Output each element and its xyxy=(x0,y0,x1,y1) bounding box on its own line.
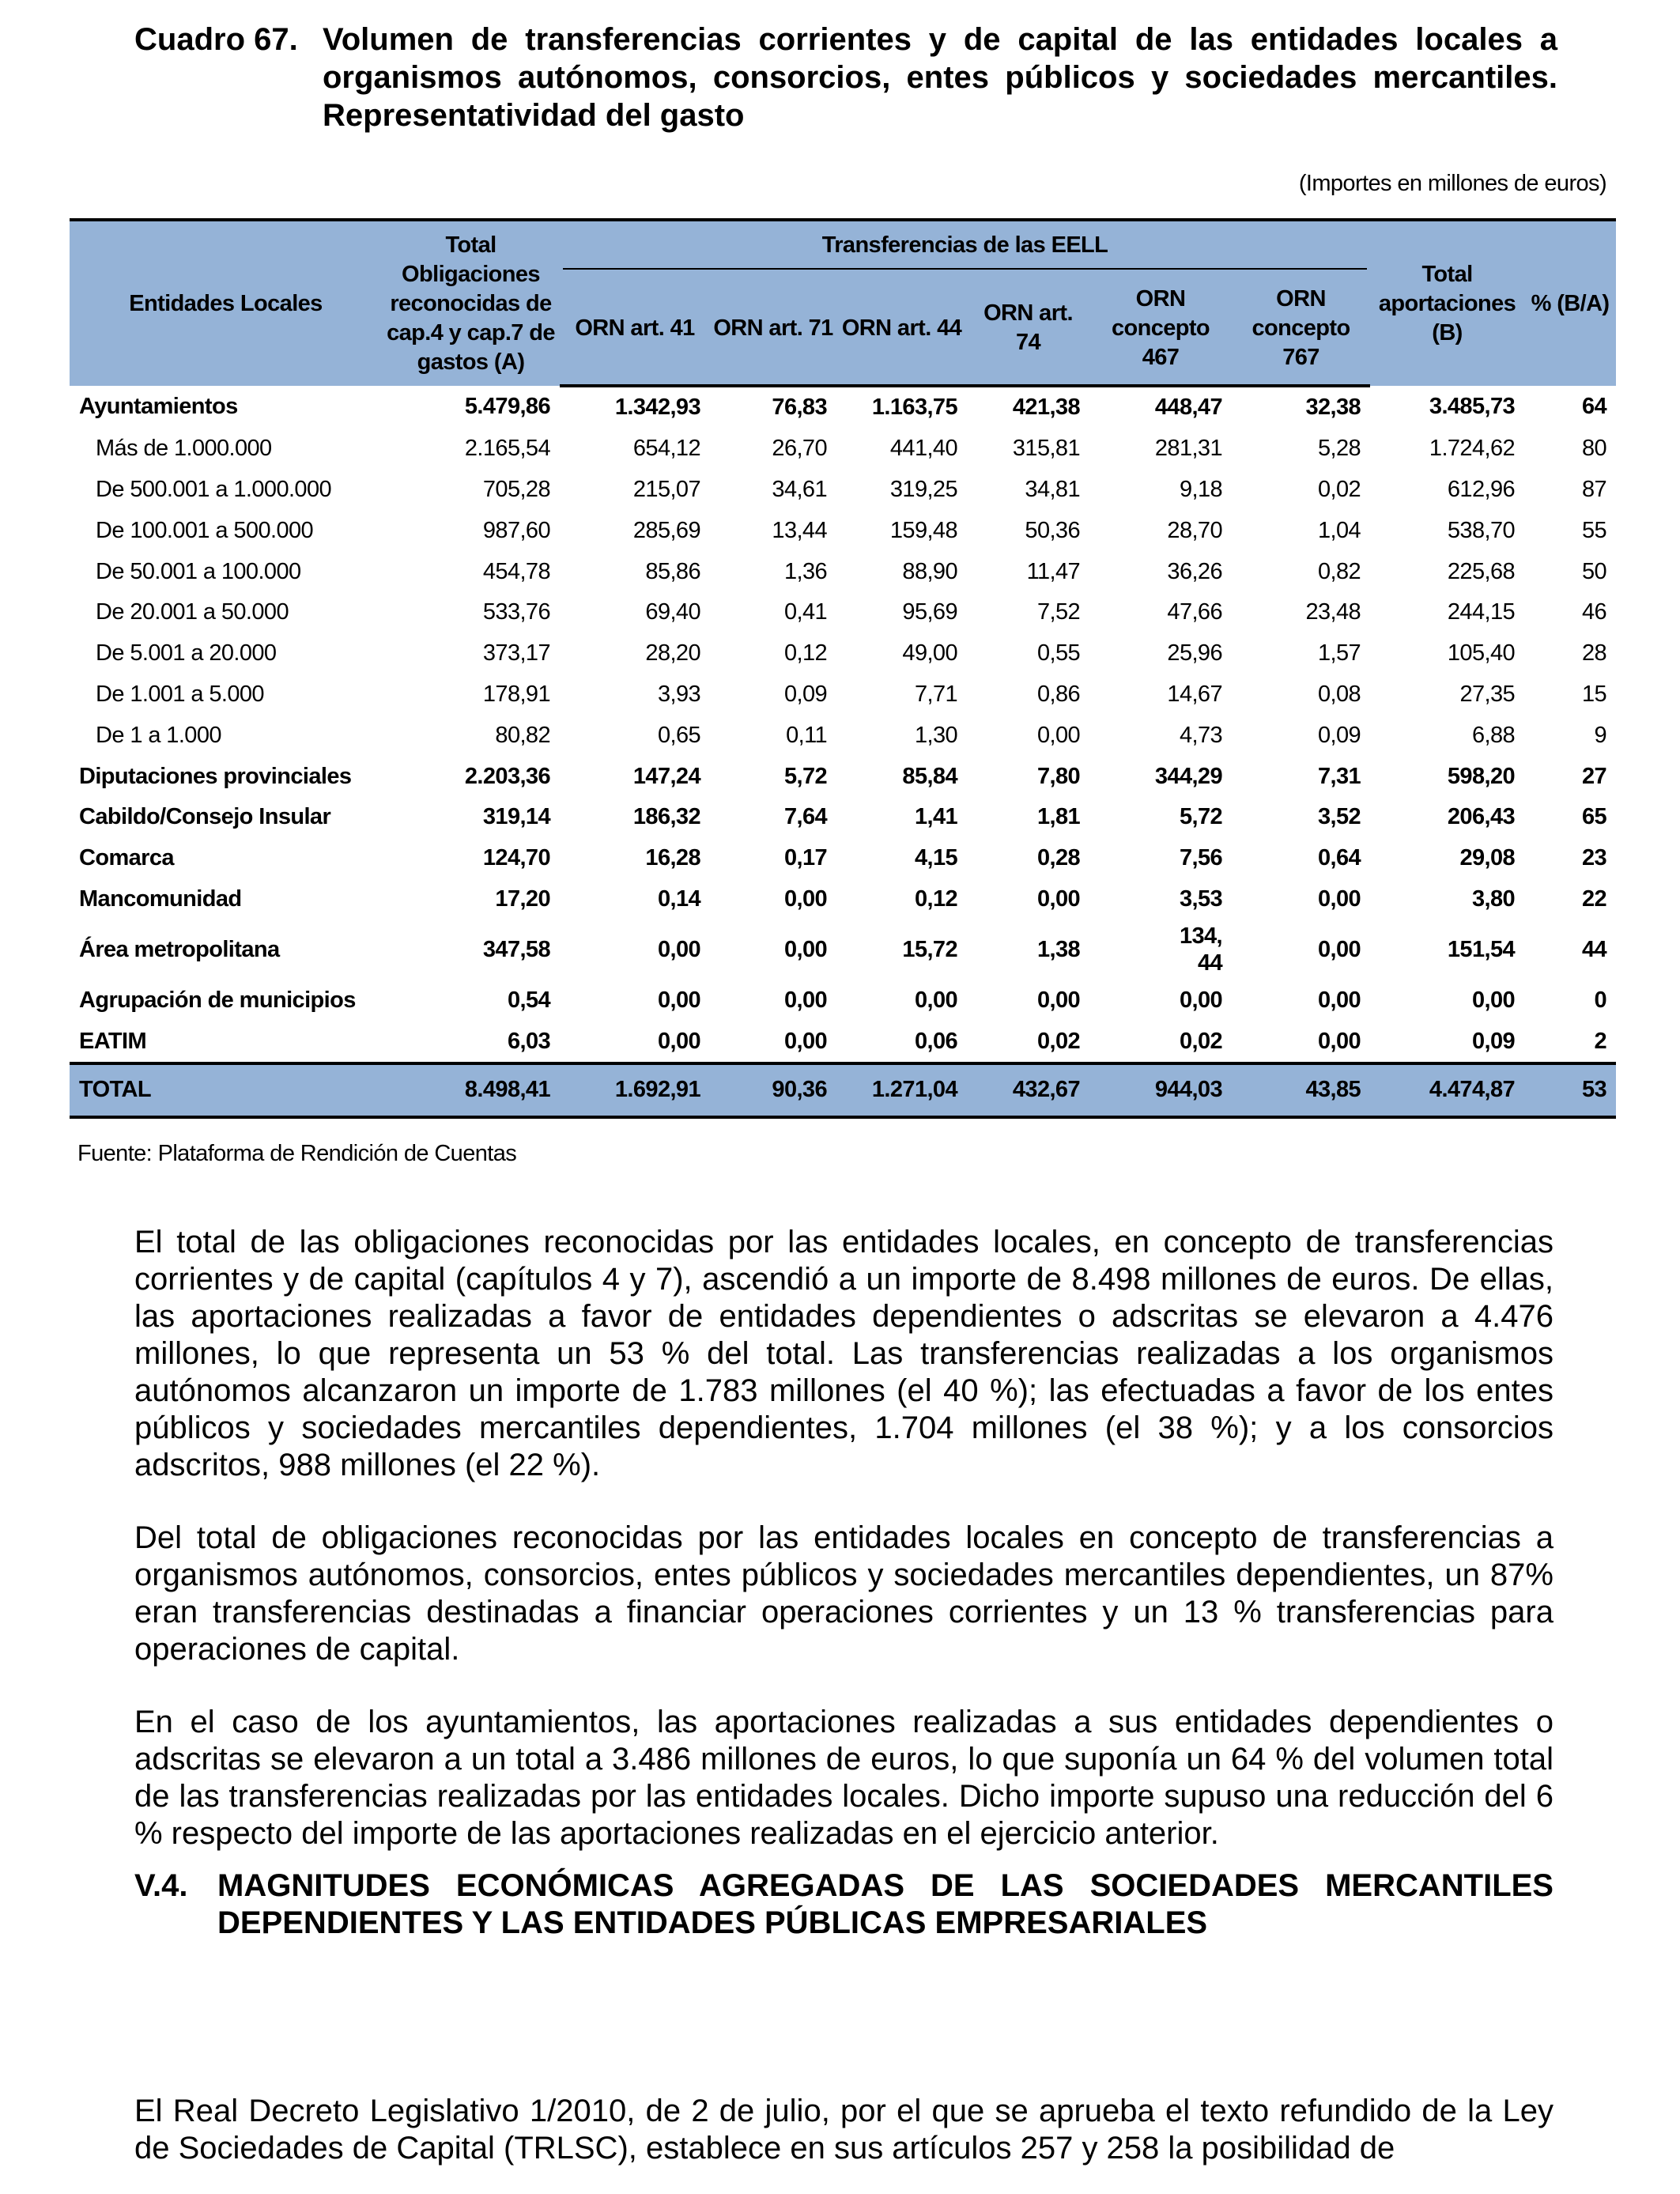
cell-orn-74: 50,36 xyxy=(1025,517,1080,543)
section-heading xyxy=(134,1867,1554,1942)
cell-pct: 2 xyxy=(1594,1028,1607,1054)
table-row xyxy=(70,429,1616,470)
cell-orn-767: 7,31 xyxy=(1317,763,1361,789)
cell-orn-467: 0,00 xyxy=(1179,987,1222,1013)
cell-total-b: 0,00 xyxy=(1471,987,1516,1013)
header-orn-71: ORN art. 71 xyxy=(710,272,836,386)
row-label: Ayuntamientos xyxy=(79,394,238,420)
cell-orn-71: 90,36 xyxy=(710,1063,836,1117)
cell-orn-467: 3,53 xyxy=(1179,886,1222,912)
cell-orn-71: 26,70 xyxy=(772,436,827,462)
cell-orn-767: 3,52 xyxy=(1317,804,1361,830)
cell-total-b: 598,20 xyxy=(1447,763,1516,789)
cell-orn-71: 0,17 xyxy=(783,845,827,871)
cell-total-a: 80,82 xyxy=(495,722,550,748)
cell-pct: 46 xyxy=(1581,599,1607,625)
cell-pct: 22 xyxy=(1581,886,1607,912)
cell-orn-767: 0,09 xyxy=(1317,722,1361,748)
cell-orn-767: 0,08 xyxy=(1317,681,1361,707)
row-label: Comarca xyxy=(79,845,174,871)
cell-orn-41: 1.692,91 xyxy=(560,1063,710,1117)
cell-orn-41: 85,86 xyxy=(645,558,700,584)
cell-total-b: 1.724,62 xyxy=(1429,436,1516,462)
cell-total-a: 987,60 xyxy=(482,517,550,543)
cell-orn-44: 1,30 xyxy=(914,722,957,748)
row-label: Cabildo/Consejo Insular xyxy=(79,804,331,830)
row-label: De 500.001 a 1.000.000 xyxy=(96,476,332,502)
cell-total-a: 319,14 xyxy=(482,804,550,830)
cell-orn-41: 69,40 xyxy=(645,599,700,625)
cell-orn-41: 28,20 xyxy=(645,640,700,667)
header-group-label: Transferencias de las EELL xyxy=(563,231,1367,270)
table-row xyxy=(70,920,1616,980)
table-row xyxy=(70,797,1616,838)
cell-orn-71: 0,12 xyxy=(783,640,827,667)
cell-orn-44: 1.163,75 xyxy=(871,395,957,421)
cell-orn-74: 432,67 xyxy=(967,1063,1089,1117)
table-source-note: Fuente: Plataforma de Rendición de Cuentas xyxy=(77,1141,517,1166)
cell-orn-44: 159,48 xyxy=(889,517,957,543)
cell-total-a: 454,78 xyxy=(482,558,550,584)
cell-orn-44: 0,06 xyxy=(914,1028,957,1054)
cell-total-b: 151,54 xyxy=(1447,936,1516,962)
table-row xyxy=(70,674,1616,716)
cell-pct: 44 xyxy=(1581,936,1607,962)
cell-orn-74: 34,81 xyxy=(1025,476,1080,502)
cell-orn-71: 7,64 xyxy=(783,804,827,830)
cell-orn-74: 0,28 xyxy=(1036,845,1080,871)
cell-total-a: 5.479,86 xyxy=(464,394,550,420)
cell-orn-467: 944,03 xyxy=(1089,1063,1232,1117)
cell-orn-74: 7,52 xyxy=(1036,599,1080,625)
row-label: Agrupación de municipios xyxy=(79,987,356,1013)
cell-orn-467: 448,47 xyxy=(1154,395,1222,421)
cell-orn-467: 47,66 xyxy=(1167,599,1222,625)
row-label: De 1.001 a 5.000 xyxy=(96,681,264,707)
cell-total-a: 124,70 xyxy=(482,845,550,871)
row-label: De 50.001 a 100.000 xyxy=(96,558,301,584)
cell-total-a: 347,58 xyxy=(482,936,550,962)
cell-orn-41: 0,65 xyxy=(657,722,700,748)
caption-title: Volumen de transferencias corrientes y de capital de las entidades locales a organismos autónomos, consorcios, entes públicos y sociedades mercantiles. Representatividad del gasto xyxy=(323,22,1557,133)
cell-total-a: 6,03 xyxy=(507,1028,550,1054)
cell-orn-467: 0,02 xyxy=(1179,1028,1222,1054)
cell-total-b: 538,70 xyxy=(1447,517,1516,543)
header-orn-44: ORN art. 44 xyxy=(836,272,967,386)
table-row xyxy=(70,470,1616,511)
cell-orn-71: 0,00 xyxy=(783,936,827,962)
table-row xyxy=(70,510,1616,551)
cell-orn-41: 0,00 xyxy=(657,987,700,1013)
row-label: Diputaciones provinciales xyxy=(79,763,352,789)
row-label: Área metropolitana xyxy=(79,936,280,962)
table-row xyxy=(70,592,1616,633)
cell-orn-44: 88,90 xyxy=(902,558,957,584)
cell-pct: 53 xyxy=(1524,1063,1616,1117)
cell-orn-71: 34,61 xyxy=(772,476,827,502)
cell-orn-44: 0,00 xyxy=(914,987,957,1013)
cell-pct: 15 xyxy=(1581,681,1607,707)
cell-orn-767: 0,82 xyxy=(1317,558,1361,584)
cell-orn-44: 95,69 xyxy=(902,599,957,625)
cell-total-b: 29,08 xyxy=(1459,845,1516,871)
cell-orn-44: 319,25 xyxy=(889,476,957,502)
cell-pct: 23 xyxy=(1581,845,1607,871)
cell-orn-41: 0,00 xyxy=(657,1028,700,1054)
cell-orn-467: 36,26 xyxy=(1167,558,1222,584)
table-total-row xyxy=(70,1063,1616,1117)
cell-orn-467: 344,29 xyxy=(1154,763,1222,789)
transfers-table xyxy=(70,218,1616,1119)
cell-orn-41: 186,32 xyxy=(632,804,700,830)
cell-pct: 65 xyxy=(1581,804,1607,830)
cell-total-b: 6,88 xyxy=(1471,722,1516,748)
cell-orn-71: 0,09 xyxy=(783,681,827,707)
cell-orn-41: 215,07 xyxy=(632,476,700,502)
table-row xyxy=(70,879,1616,920)
cell-orn-44: 1.271,04 xyxy=(836,1063,967,1117)
cell-total-b: 4.474,87 xyxy=(1370,1063,1524,1117)
cell-orn-767: 0,00 xyxy=(1317,936,1361,962)
cell-orn-71: 0,41 xyxy=(783,599,827,625)
section-number: V.4. xyxy=(134,1868,188,1903)
cell-orn-467: 4,73 xyxy=(1179,722,1222,748)
cell-orn-74: 0,86 xyxy=(1036,681,1080,707)
cell-orn-467: 281,31 xyxy=(1154,436,1222,462)
cell-orn-44: 7,71 xyxy=(914,681,957,707)
row-label: De 1 a 1.000 xyxy=(96,722,221,748)
cell-orn-467: 5,72 xyxy=(1179,804,1222,830)
cell-pct: 87 xyxy=(1581,476,1607,502)
cell-pct: 55 xyxy=(1581,517,1607,543)
cell-orn-41: 147,24 xyxy=(632,763,700,789)
cell-orn-467: 9,18 xyxy=(1179,476,1222,502)
cell-pct: 50 xyxy=(1581,558,1607,584)
cell-total-a: 705,28 xyxy=(482,476,550,502)
cell-orn-71: 13,44 xyxy=(772,517,827,543)
cell-orn-74: 1,81 xyxy=(1036,804,1080,830)
cell-pct: 27 xyxy=(1581,763,1607,789)
cell-pct: 80 xyxy=(1581,436,1607,462)
cell-orn-71: 76,83 xyxy=(772,395,827,421)
cell-orn-74: 0,02 xyxy=(1036,1028,1080,1054)
cell-orn-74: 421,38 xyxy=(1012,395,1080,421)
cell-orn-767: 0,00 xyxy=(1317,1028,1361,1054)
row-label: De 20.001 a 50.000 xyxy=(96,599,289,625)
cell-orn-41: 1.342,93 xyxy=(614,395,700,421)
header-pct: % (B/A) xyxy=(1524,220,1616,386)
cell-orn-74: 315,81 xyxy=(1012,436,1080,462)
cell-orn-767: 23,48 xyxy=(1305,599,1361,625)
row-label: Más de 1.000.000 xyxy=(96,436,272,462)
header-entidades: Entidades Locales xyxy=(70,220,382,386)
paragraph: El total de las obligaciones reconocidas por las entidades locales, en concepto de transferencias corrientes y de capital (capítulos 4 y 7), ascendió a un importe de 8.498 millones de euros. De ellas, las aportaciones realizadas a favor de entidades dependientes o adscritas se elevaron a 4.476 millones, lo que representa un 53 % del total. Las transferencias realizadas a los organismos autónomos alcanzaron un importe de 1.783 millones (el 40 %); las efectuadas a favor de los entes públicos y sociedades mercantiles dependientes, 1.704 millones (el 38 %); y a los consorcios adscritos, 988 millones (el 22 %). xyxy=(134,1225,1554,1482)
cell-orn-767: 43,85 xyxy=(1232,1063,1370,1117)
cell-orn-467: 7,56 xyxy=(1179,845,1222,871)
cell-pct: 28 xyxy=(1581,640,1607,667)
cell-orn-44: 4,15 xyxy=(914,845,957,871)
cell-total-a: 533,76 xyxy=(482,599,550,625)
cell-total-a: 8.498,41 xyxy=(382,1063,560,1117)
cell-orn-44: 1,41 xyxy=(914,804,957,830)
header-transferencias-group xyxy=(560,220,1370,272)
cell-orn-467: 14,67 xyxy=(1167,681,1222,707)
row-label: De 100.001 a 500.000 xyxy=(96,517,314,543)
paragraph: En el caso de los ayuntamientos, las aportaciones realizadas a sus entidades dependientes o adscritas se elevaron a un total a 3.486 millones de euros, lo que suponía un 64 % del volumen total de las transferencias realizadas por las entidades locales. Dicho importe supuso una reducción del 6 % respecto del importe de las aportaciones realizadas en el ejercicio anterior. xyxy=(134,1705,1554,1851)
cell-orn-71: 0,00 xyxy=(783,886,827,912)
cell-orn-767: 32,38 xyxy=(1305,395,1361,421)
cell-orn-467: 25,96 xyxy=(1167,640,1222,667)
cell-orn-74: 1,38 xyxy=(1036,936,1080,962)
cell-orn-41: 16,28 xyxy=(645,845,700,871)
table-row xyxy=(70,756,1616,797)
table-row xyxy=(70,633,1616,674)
caption-number: Cuadro 67. xyxy=(134,22,298,57)
cell-orn-41: 654,12 xyxy=(632,436,700,462)
header-orn-74: ORN art. 74 xyxy=(967,272,1089,386)
cell-total-b: 27,35 xyxy=(1459,681,1516,707)
cell-orn-71: 1,36 xyxy=(783,558,827,584)
cell-total-a: 373,17 xyxy=(482,640,550,667)
cell-orn-41: 0,00 xyxy=(657,936,700,962)
cell-orn-467: 134, 44 xyxy=(1179,923,1222,976)
row-label: Mancomunidad xyxy=(79,886,242,912)
header-orn-41: ORN art. 41 xyxy=(560,272,710,386)
units-note: (Importes en millones de euros) xyxy=(1298,171,1606,196)
section-title: MAGNITUDES ECONÓMICAS AGREGADAS DE LAS SOCIEDADES MERCANTILES DEPENDIENTES Y LAS ENTIDADES PÚBLICAS EMPRESARIALES xyxy=(217,1868,1554,1940)
table-row xyxy=(70,551,1616,592)
cell-total-a: 0,54 xyxy=(507,987,550,1013)
table-row xyxy=(70,1021,1616,1063)
table-row xyxy=(70,715,1616,756)
header-orn-767: ORN concepto 767 xyxy=(1232,272,1370,386)
cell-orn-767: 5,28 xyxy=(1317,436,1361,462)
cell-total-b: 3.485,73 xyxy=(1429,394,1516,420)
cell-orn-767: 1,57 xyxy=(1317,640,1361,667)
cell-orn-74: 0,55 xyxy=(1036,640,1080,667)
cell-total-b: 225,68 xyxy=(1447,558,1516,584)
cell-orn-767: 0,00 xyxy=(1317,886,1361,912)
cell-orn-71: 0,00 xyxy=(783,987,827,1013)
cell-orn-74: 7,80 xyxy=(1036,763,1080,789)
table-row xyxy=(70,386,1616,429)
header-total-obligaciones: Total Obligaciones reconocidas de cap.4 y cap.7 de gastos (A) xyxy=(382,220,560,386)
cell-total-a: 2.165,54 xyxy=(464,436,550,462)
cell-orn-44: 49,00 xyxy=(902,640,957,667)
cell-total-b: 3,80 xyxy=(1471,886,1516,912)
cell-orn-41: 0,14 xyxy=(657,886,700,912)
cell-total-a: 2.203,36 xyxy=(464,763,550,789)
cell-total-b: 206,43 xyxy=(1447,804,1516,830)
row-label: TOTAL xyxy=(70,1063,382,1117)
cell-orn-41: 3,93 xyxy=(657,681,700,707)
cell-pct: 9 xyxy=(1594,722,1607,748)
cell-pct: 0 xyxy=(1594,987,1607,1013)
paragraph: El Real Decreto Legislativo 1/2010, de 2 de julio, por el que se aprueba el texto refundido de la Ley de Sociedades de Capital (TRLSC), establece en sus artículos 257 y 258 la posibilidad de xyxy=(134,2094,1554,2166)
cell-orn-41: 285,69 xyxy=(632,517,700,543)
cell-orn-767: 0,00 xyxy=(1317,987,1361,1013)
paragraph: Del total de obligaciones reconocidas por las entidades locales en concepto de transferencias a organismos autónomos, consorcios, entes públicos y sociedades mercantiles dependientes, un 87% eran transferencias destinadas a financiar operaciones corrientes y un 13 % transferencias para operaciones de capital. xyxy=(134,1520,1554,1667)
cell-total-b: 105,40 xyxy=(1447,640,1516,667)
cell-total-b: 244,15 xyxy=(1447,599,1516,625)
cell-orn-44: 85,84 xyxy=(902,763,957,789)
cell-orn-767: 0,02 xyxy=(1317,476,1361,502)
cell-orn-74: 0,00 xyxy=(1036,722,1080,748)
cell-orn-71: 5,72 xyxy=(783,763,827,789)
cell-total-a: 17,20 xyxy=(495,886,550,912)
cell-orn-71: 0,11 xyxy=(786,722,827,748)
cell-orn-44: 441,40 xyxy=(889,436,957,462)
cell-orn-44: 0,12 xyxy=(914,886,957,912)
header-orn-467: ORN concepto 467 xyxy=(1089,272,1232,386)
table-caption xyxy=(134,21,1557,134)
cell-orn-74: 11,47 xyxy=(1026,558,1080,584)
table-row xyxy=(70,980,1616,1021)
cell-orn-467: 28,70 xyxy=(1167,517,1222,543)
cell-orn-74: 0,00 xyxy=(1036,886,1080,912)
table-row xyxy=(70,838,1616,879)
cell-orn-44: 15,72 xyxy=(902,936,957,962)
cell-orn-767: 0,64 xyxy=(1317,845,1361,871)
cell-total-b: 612,96 xyxy=(1447,476,1516,502)
cell-pct: 64 xyxy=(1581,394,1607,420)
cell-orn-71: 0,00 xyxy=(783,1028,827,1054)
row-label: EATIM xyxy=(79,1028,147,1054)
row-label: De 5.001 a 20.000 xyxy=(96,640,277,667)
header-total-aportaciones: Total aportaciones (B) xyxy=(1370,220,1524,386)
cell-total-a: 178,91 xyxy=(482,681,550,707)
cell-total-b: 0,09 xyxy=(1471,1028,1516,1054)
cell-orn-767: 1,04 xyxy=(1317,517,1361,543)
cell-orn-74: 0,00 xyxy=(1036,987,1080,1013)
